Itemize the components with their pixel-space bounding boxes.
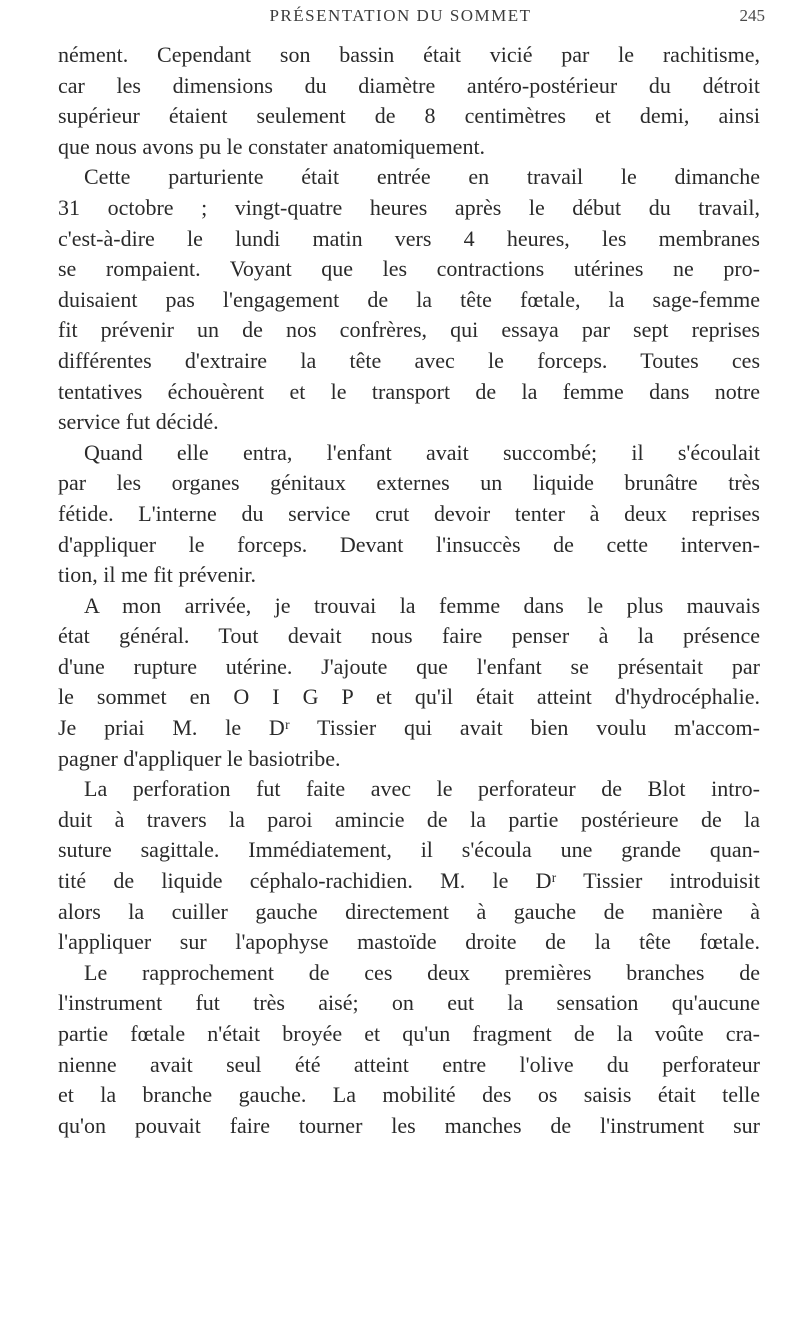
text-line: c'est-à-dire le lundi matin vers 4 heures, les membranes	[58, 225, 760, 251]
text-line: partie fœtale n'était broyée et qu'un fragment de la voûte cra-	[58, 1021, 760, 1046]
text-line: suture sagittale. Immédiatement, il s'écoula une grande quan-	[58, 837, 760, 863]
running-title: PRÉSENTATION DU SOMMET	[269, 6, 532, 25]
text-line: Je priai M. le Dʳ Tissier qui avait bien voulu m'accom-	[58, 715, 760, 741]
text-line: d'une rupture utérine. J'ajoute que l'enfant se présentait par	[58, 653, 760, 679]
text-line: nément. Cependant son bassin était vicié par le rachitisme,	[58, 42, 760, 67]
text-line: 31 octobre ; vingt-quatre heures après le début du travail,	[58, 194, 760, 220]
text-line: fétide. L'interne du service crut devoir tenter à deux reprises	[58, 500, 760, 526]
text-line: différentes d'extraire la tête avec le forceps. Toutes ces	[58, 347, 760, 373]
running-header	[0, 6, 801, 36]
text-line: et la branche gauche. La mobilité des os saisis était telle	[58, 1082, 760, 1108]
text-line: se rompaient. Voyant que les contractions utérines ne pro-	[58, 256, 760, 282]
text-line: l'appliquer sur l'apophyse mastoïde droite de la tête fœtale.	[58, 929, 760, 955]
text-line: duisaient pas l'engagement de la tête fœtale, la sage-femme	[58, 286, 760, 312]
text-line: tité de liquide céphalo-rachidien. M. le Dʳ Tissier introduisit	[58, 868, 760, 894]
text-line: car les dimensions du diamètre antéro-postérieur du détroit	[58, 72, 760, 98]
text-line: pagner d'appliquer le basiotribe.	[58, 745, 341, 771]
text-line: nienne avait seul été atteint entre l'olive du perforateur	[58, 1051, 760, 1077]
text-line: Le rapprochement de ces deux premières branches de	[84, 959, 760, 985]
text-line: alors la cuiller gauche directement à gauche de manière à	[58, 898, 760, 924]
text-line: Cette parturiente était entrée en travail le dimanche	[84, 164, 760, 190]
text-line: qu'on pouvait faire tourner les manches de l'instrument sur	[58, 1112, 760, 1138]
text-line: le sommet en O I G P et qu'il était atteint d'hydrocéphalie.	[58, 684, 760, 710]
text-line: que nous avons pu le constater anatomiquement.	[58, 133, 486, 159]
text-line: tentatives échouèrent et le transport de la femme dans notre	[58, 378, 760, 404]
text-line: l'instrument fut très aisé; on eut la sensation qu'aucune	[58, 990, 760, 1016]
text-line: par les organes génitaux externes un liquide brunâtre très	[58, 470, 760, 496]
text-line: Quand elle entra, l'enfant avait succombé; il s'écoulait	[84, 439, 760, 465]
text-line: duit à travers la paroi amincie de la partie postérieure de la	[58, 806, 760, 832]
text-line: A mon arrivée, je trouvai la femme dans le plus mauvais	[84, 592, 760, 618]
text-line: d'appliquer le forceps. Devant l'insuccès de cette interven-	[58, 531, 760, 557]
text-line: La perforation fut faite avec le perforateur de Blot intro-	[84, 776, 760, 802]
text-line: fit prévenir un de nos confrères, qui essaya par sept reprises	[58, 317, 760, 343]
text-line: état général. Tout devait nous faire penser à la présence	[58, 623, 760, 649]
page-number: 245	[739, 6, 765, 25]
text-line: service fut décidé.	[58, 409, 219, 435]
body-text	[58, 40, 760, 1141]
text-line: tion, il me fit prévenir.	[58, 562, 256, 588]
text-line: supérieur étaient seulement de 8 centimètres et demi, ainsi	[58, 103, 760, 129]
